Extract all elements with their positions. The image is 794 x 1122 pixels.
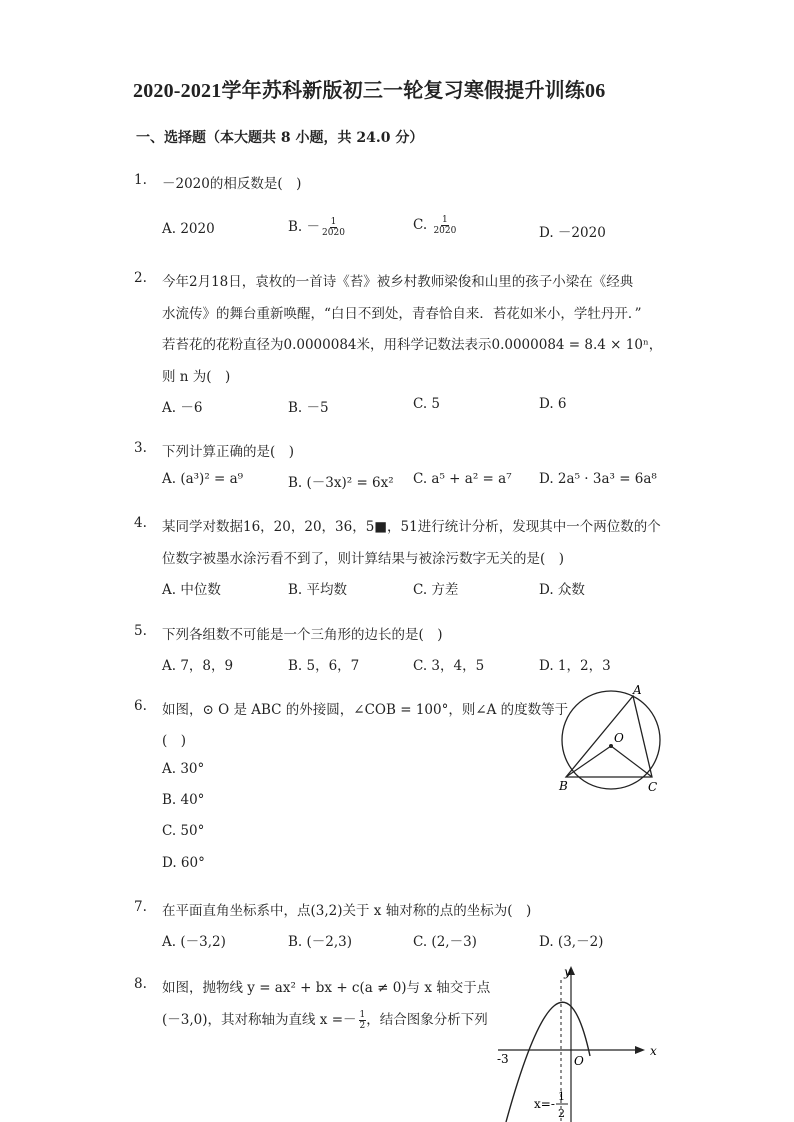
label-origin: O — [574, 1054, 584, 1068]
circle-triangle-figure — [552, 684, 672, 796]
question-6-line-1: 如图，⊙ O 是 ABC 的外接圆，∠COB = 100°，则∠A 的度数等于 — [162, 702, 569, 718]
question-2-number: 2. — [134, 270, 147, 286]
question-1-number: 1. — [134, 172, 147, 188]
question-3-number: 3. — [134, 440, 147, 456]
q2-option-b: B. －5 — [288, 400, 329, 416]
question-8-number: 8. — [134, 976, 147, 992]
q7-option-d: D. (3,－2) — [539, 934, 604, 950]
label-neg3: -3 — [497, 1052, 509, 1066]
q1-option-c: C. $\frac{1}{2020}$ — [413, 215, 457, 236]
label-axis-eq: x=- — [534, 1097, 555, 1111]
question-5-text: 下列各组数不可能是一个三角形的边长的是( ) — [162, 627, 443, 643]
question-3-text: 下列计算正确的是( ) — [162, 444, 295, 460]
label-a: A — [633, 684, 642, 697]
page-title: 2020-2021学年苏科新版初三一轮复习寒假提升训练06 — [133, 80, 606, 102]
question-5-number: 5. — [134, 623, 147, 639]
q7-option-c: C. (2,－3) — [413, 934, 477, 950]
q5-option-c: C. 3，4，5 — [413, 658, 485, 674]
q6-option-c: C. 50° — [162, 823, 205, 839]
circumcircle — [562, 691, 660, 789]
q5-option-a: A. 7，8，9 — [162, 658, 234, 674]
label-axis-num: 1 — [558, 1090, 565, 1103]
q7-option-a: A. (－3,2) — [162, 934, 226, 950]
question-8-line-1: 如图，抛物线 y = ax² + bx + c(a ≠ 0)与 x 轴交于点 — [162, 980, 491, 996]
q3-option-a: A. (a³)² = a⁹ — [162, 471, 244, 487]
q5-option-b: B. 5，6，7 — [288, 658, 360, 674]
q4-option-b: B. 平均数 — [288, 582, 348, 598]
triangle-abc — [566, 696, 652, 777]
label-axis-den: 2 — [558, 1107, 565, 1120]
q6-option-d: D. 60° — [162, 855, 205, 871]
question-7-text: 在平面直角坐标系中，点(3,2)关于 x 轴对称的点的坐标为( ) — [162, 903, 532, 919]
q3-option-d: D. 2a⁵ · 3a³ = 6a⁸ — [539, 471, 657, 487]
q1-option-b: B. － $\frac{1}{2020}$ — [288, 217, 345, 238]
question-1-text: －2020的相反数是( ) — [162, 176, 302, 192]
x-axis-arrow — [635, 1046, 645, 1054]
q6-option-a: A. 30° — [162, 761, 205, 777]
question-2-line-4: 则 n 为( ) — [162, 369, 231, 385]
question-2-line-2: 水流传》的舞台重新唤醒，“白日不到处，青春恰自来．苔花如米小，学牡丹开．” — [162, 306, 642, 322]
center-point — [609, 744, 613, 748]
question-4-number: 4. — [134, 515, 147, 531]
parabola-figure — [494, 962, 670, 1122]
q1-option-a: A. 2020 — [162, 221, 215, 237]
q3-option-c: C. a⁵ + a² = a⁷ — [413, 471, 512, 487]
q2-option-c: C. 5 — [413, 396, 441, 412]
q6-option-b: B. 40° — [162, 792, 205, 808]
question-4-line-2: 位数字被墨水涂污看不到了，则计算结果与被涂污数字无关的是( ) — [162, 551, 565, 567]
question-8-line-2: (－3,0)，其对称轴为直线 x =－ $\frac{1}{2}$ ，结合图象分析下列 — [162, 1010, 488, 1031]
label-b: B — [559, 779, 568, 793]
section-heading: 一、选择题（本大题共 8 小题，共 24.0 分） — [136, 130, 424, 146]
q4-option-a: A. 中位数 — [162, 582, 221, 598]
question-7-number: 7. — [134, 899, 147, 915]
question-2-line-3: 若苔花的花粉直径为0.0000084米，用科学记数法表示0.0000084 = 8.4 × 10ⁿ， — [162, 337, 663, 353]
question-6-number: 6. — [134, 698, 147, 714]
q5-option-d: D. 1，2，3 — [539, 658, 611, 674]
question-4-line-1: 某同学对数据16，20，20，36，5■，51进行统计分析，发现其中一个两位数的个 — [162, 519, 661, 535]
q4-option-d: D. 众数 — [539, 582, 585, 598]
label-o: O — [614, 731, 624, 745]
q1-option-d: D. －2020 — [539, 225, 606, 241]
q2-option-d: D. 6 — [539, 396, 567, 412]
label-x: x — [650, 1044, 657, 1058]
q4-option-c: C. 方差 — [413, 582, 459, 598]
question-6-line-2: ( ) — [162, 733, 187, 749]
question-2-line-1: 今年2月18日，袁枚的一首诗《苔》被乡村教师梁俊和山里的孩子小梁在《经典 — [162, 274, 634, 290]
label-y: y — [564, 965, 571, 979]
q7-option-b: B. (－2,3) — [288, 934, 353, 950]
q2-option-a: A. －6 — [162, 400, 203, 416]
label-c: C — [648, 780, 658, 794]
q3-option-b: B. (－3x)² = 6x² — [288, 475, 394, 491]
